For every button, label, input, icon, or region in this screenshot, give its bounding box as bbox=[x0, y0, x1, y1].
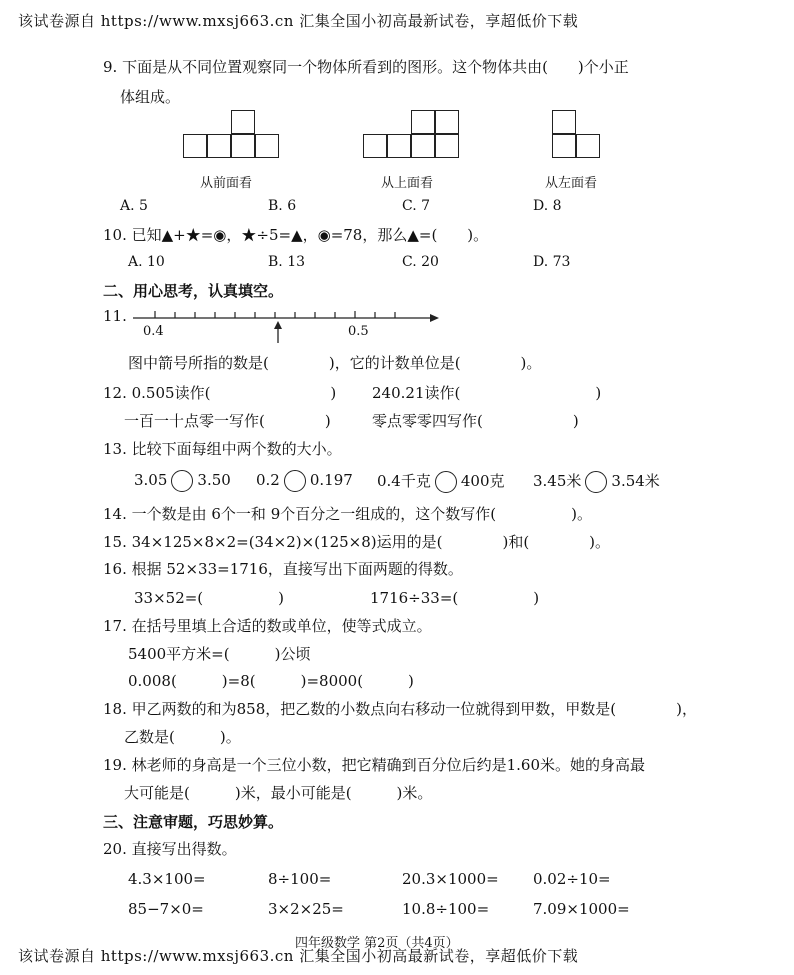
q13-pair-4-right: 3.54米 bbox=[611, 472, 660, 490]
q20-item: 0.02÷10= bbox=[533, 870, 611, 888]
q15-text: 15. 34×125×8×2=(34×2)×(125×8)运用的是( )和( )。 bbox=[103, 533, 611, 551]
q12-part-b: 240.21读作( ) bbox=[372, 384, 602, 402]
q13-pair-3-right: 400克 bbox=[460, 472, 505, 490]
q20-item: 7.09×1000= bbox=[533, 900, 630, 918]
q18-line1: 18. 甲乙两数的和为858，把乙数的小数点向右移动一位就得到甲数，甲数是( )， bbox=[103, 700, 697, 718]
q9-line2: 体组成。 bbox=[120, 88, 181, 106]
q20-item: 85−7×0= bbox=[128, 900, 204, 918]
q13-pair-3-left: 0.4千克 bbox=[377, 472, 431, 490]
q17-part-b: 0.008( )=8( )=8000( ) bbox=[128, 672, 414, 690]
q9-option-c: C. 7 bbox=[402, 198, 431, 214]
q16-part-b: 1716÷33=( ) bbox=[370, 589, 540, 607]
q16-title: 16. 根据 52×33=1716，直接写出下面两题的得数。 bbox=[103, 560, 463, 578]
q13-pair-2-left: 0.2 bbox=[256, 471, 280, 489]
q20-title: 20. 直接写出得数。 bbox=[103, 840, 237, 858]
page-number-label: 四年级数学 第2页（共4页） bbox=[295, 936, 459, 951]
q20-item: 8÷100= bbox=[268, 870, 332, 888]
q13-title: 13. 比较下面每组中两个数的大小。 bbox=[103, 440, 342, 458]
q20-item: 20.3×1000= bbox=[402, 870, 499, 888]
comparison-circle[interactable] bbox=[171, 470, 193, 492]
q20-item: 3×2×25= bbox=[268, 900, 344, 918]
q10-option-d: D. 73 bbox=[533, 254, 571, 270]
q13-pair-4 bbox=[533, 470, 660, 493]
q9-option-a: A. 5 bbox=[120, 198, 148, 214]
number-line-label-b: 0.5 bbox=[348, 324, 369, 339]
q14-text: 14. 一个数是由 6个一和 9个百分之一组成的，这个数写作( )。 bbox=[103, 505, 592, 523]
q10-option-a: A. 10 bbox=[128, 254, 165, 270]
q12-part-c: 一百一十点零一写作( ) bbox=[124, 412, 331, 430]
q12-part-a: 12. 0.505读作( ) bbox=[103, 384, 337, 402]
q11-text: 图中箭号所指的数是( )，它的计数单位是( )。 bbox=[128, 354, 542, 372]
q13-pair-2 bbox=[256, 470, 353, 492]
q10-option-c: C. 20 bbox=[402, 254, 439, 270]
page-header-source: 该试卷源自 https://www.mxsj663.cn 汇集全国小初高最新试卷，享超低价下载 bbox=[18, 12, 579, 30]
comparison-circle[interactable] bbox=[585, 471, 607, 493]
left-view-label: 从左面看 bbox=[545, 176, 598, 191]
q13-pair-3 bbox=[377, 470, 505, 493]
q19-line1: 19. 林老师的身高是一个三位小数，把它精确到百分位后约是1.60米。她的身高最 bbox=[103, 756, 646, 774]
q10-option-b: B. 13 bbox=[268, 254, 306, 270]
q18-line2: 乙数是( )。 bbox=[124, 728, 241, 746]
number-line bbox=[125, 305, 445, 345]
section-3-heading: 三、注意审题，巧思妙算。 bbox=[103, 813, 284, 831]
q17-title: 17. 在括号里填上合适的数或单位，使等式成立。 bbox=[103, 617, 432, 635]
front-view-label: 从前面看 bbox=[200, 176, 253, 191]
section-2-heading: 二、用心思考，认真填空。 bbox=[103, 282, 284, 300]
comparison-circle[interactable] bbox=[435, 471, 457, 493]
q10-text: 10. 已知▲+★=◉，★÷5=▲，◉=78，那么▲=( )。 bbox=[103, 226, 489, 244]
top-view-label: 从上面看 bbox=[381, 176, 434, 191]
q20-item: 4.3×100= bbox=[128, 870, 206, 888]
q9-option-b: B. 6 bbox=[268, 198, 297, 214]
q13-pair-2-right: 0.197 bbox=[309, 471, 353, 489]
comparison-circle[interactable] bbox=[284, 470, 306, 492]
q13-pair-1-left: 3.05 bbox=[134, 471, 168, 489]
q9-line1: 9. 下面是从不同位置观察同一个物体所看到的图形。这个物体共由( )个小正 bbox=[103, 58, 629, 76]
q12-part-d: 零点零零四写作( ) bbox=[372, 412, 579, 430]
q16-part-a: 33×52=( ) bbox=[134, 589, 285, 607]
q9-option-d: D. 8 bbox=[533, 198, 562, 214]
q19-line2: 大可能是( )米，最小可能是( )米。 bbox=[124, 784, 433, 802]
q13-pair-1-right: 3.50 bbox=[197, 471, 231, 489]
q13-pair-4-left: 3.45米 bbox=[533, 472, 582, 490]
q17-part-a: 5400平方米=( )公顷 bbox=[128, 645, 311, 663]
page-footer-source: 该试卷源自 https://www.mxsj663.cn 汇集全国小初高最新试卷，享超低价下载 bbox=[18, 947, 579, 965]
q11-number: 11. bbox=[103, 307, 127, 325]
q20-item: 10.8÷100= bbox=[402, 900, 490, 918]
number-line-label-a: 0.4 bbox=[143, 324, 164, 339]
number-line-arrow bbox=[274, 321, 282, 343]
q13-pair-1 bbox=[134, 470, 231, 492]
